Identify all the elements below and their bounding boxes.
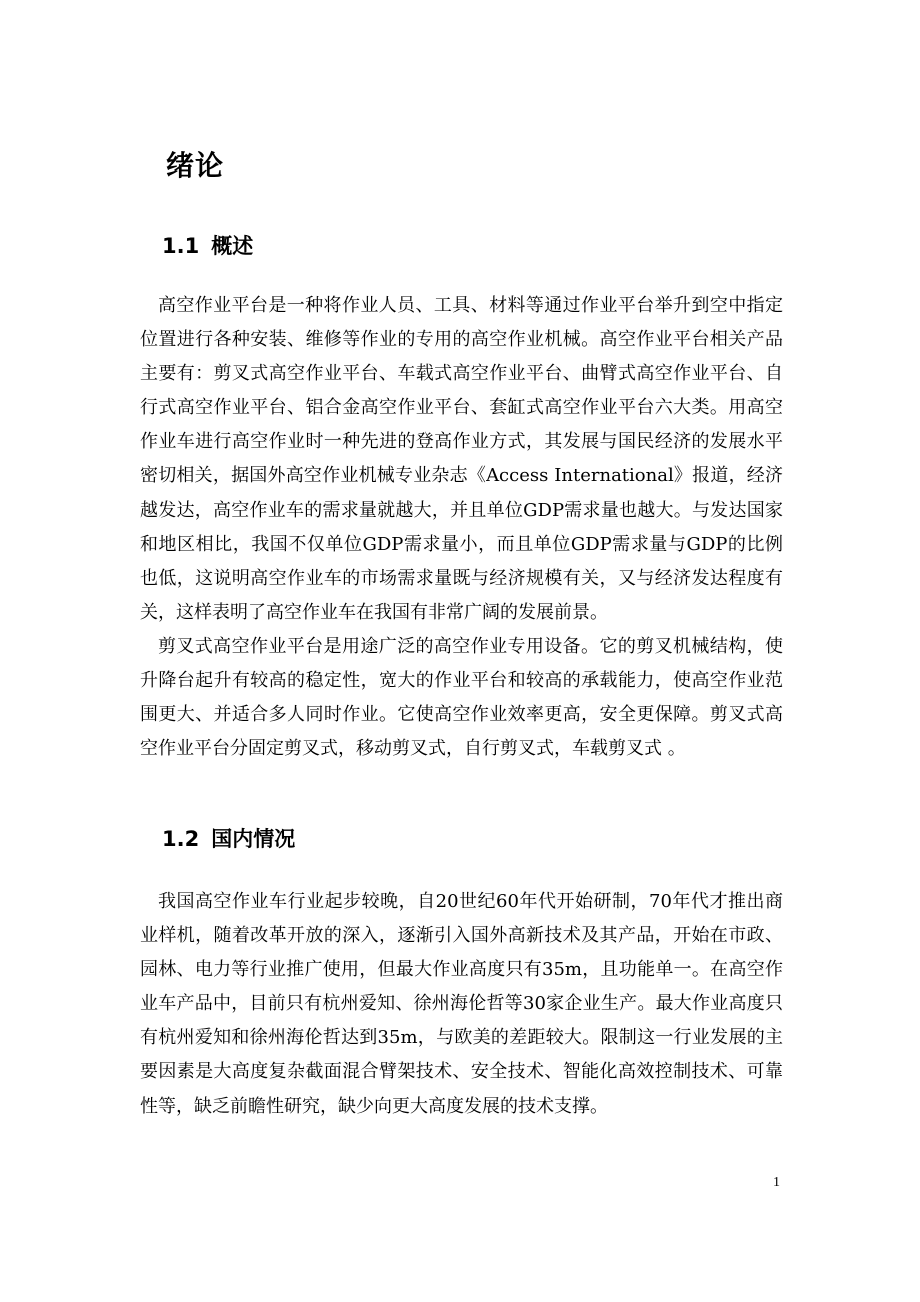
body-paragraph: 高空作业平台是一种将作业人员、工具、材料等通过作业平台举升到空中指定位置进行各种安装、维修等作业的专用的高空作业机械。高空作业平台相关产品主要有：剪叉式高空作业平台、车载式高空作业平台、曲臂式高空作业平台、自行式高空作业平台、铝合金高空作业平台、套缸式高空作业平台六大类。用高空作业车进行高空作业时一种先进的登高作业方式，其发展与国民经济的发展水平密切相关，据国外高空作业机械专业杂志《Access International》报道，经济越发达，高空作业车的需求量就越大，并且单位GDP需求量也越大。与发达国家和地区相比，我国不仅单位GDP需求量小，而且单位GDP需求量与GDP的比例也低，这说明高空作业车的市场需求量既与经济规模有关，又与经济发达程度有关，这样表明了高空作业车在我国有非常广阔的发展前景。 xyxy=(140,295,783,623)
section-number: 1.1 xyxy=(162,234,200,258)
section-heading-domestic xyxy=(162,824,295,854)
section-number: 1.2 xyxy=(162,827,200,851)
section-body-domestic xyxy=(140,885,783,1124)
chapter-title: 绪论 xyxy=(166,149,225,182)
section-title: 概述 xyxy=(211,234,254,258)
section-heading-overview xyxy=(162,231,253,261)
page-number: 1 xyxy=(773,1175,780,1190)
section-body-overview xyxy=(140,289,783,766)
body-paragraph: 我国高空作业车行业起步较晚，自20世纪60年代开始研制，70年代才推出商业样机，随着改革开放的深入，逐渐引入国外高新技术及其产品，开始在市政、园林、电力等行业推广使用，但最大作业高度只有35m，且功能单一。在高空作业车产品中，目前只有杭州爱知、徐州海伦哲等30家企业生产。最大作业高度只有杭州爱知和徐州海伦哲达到35m，与欧美的差距较大。限制这一行业发展的主要因素是大高度复杂截面混合臂架技术、安全技术、智能化高效控制技术、可靠性等，缺乏前瞻性研究，缺少向更大高度发展的技术支撑。 xyxy=(140,891,783,1117)
body-paragraph: 剪叉式高空作业平台是用途广泛的高空作业专用设备。它的剪叉机械结构，使升降台起升有较高的稳定性，宽大的作业平台和较高的承载能力，使高空作业范围更大、并适合多人同时作业。它使高空作业效率更高，安全更保障。剪叉式高空作业平台分固定剪叉式，移动剪叉式，自行剪叉式，车载剪叉式 。 xyxy=(140,635,783,760)
section-title: 国内情况 xyxy=(211,827,296,851)
